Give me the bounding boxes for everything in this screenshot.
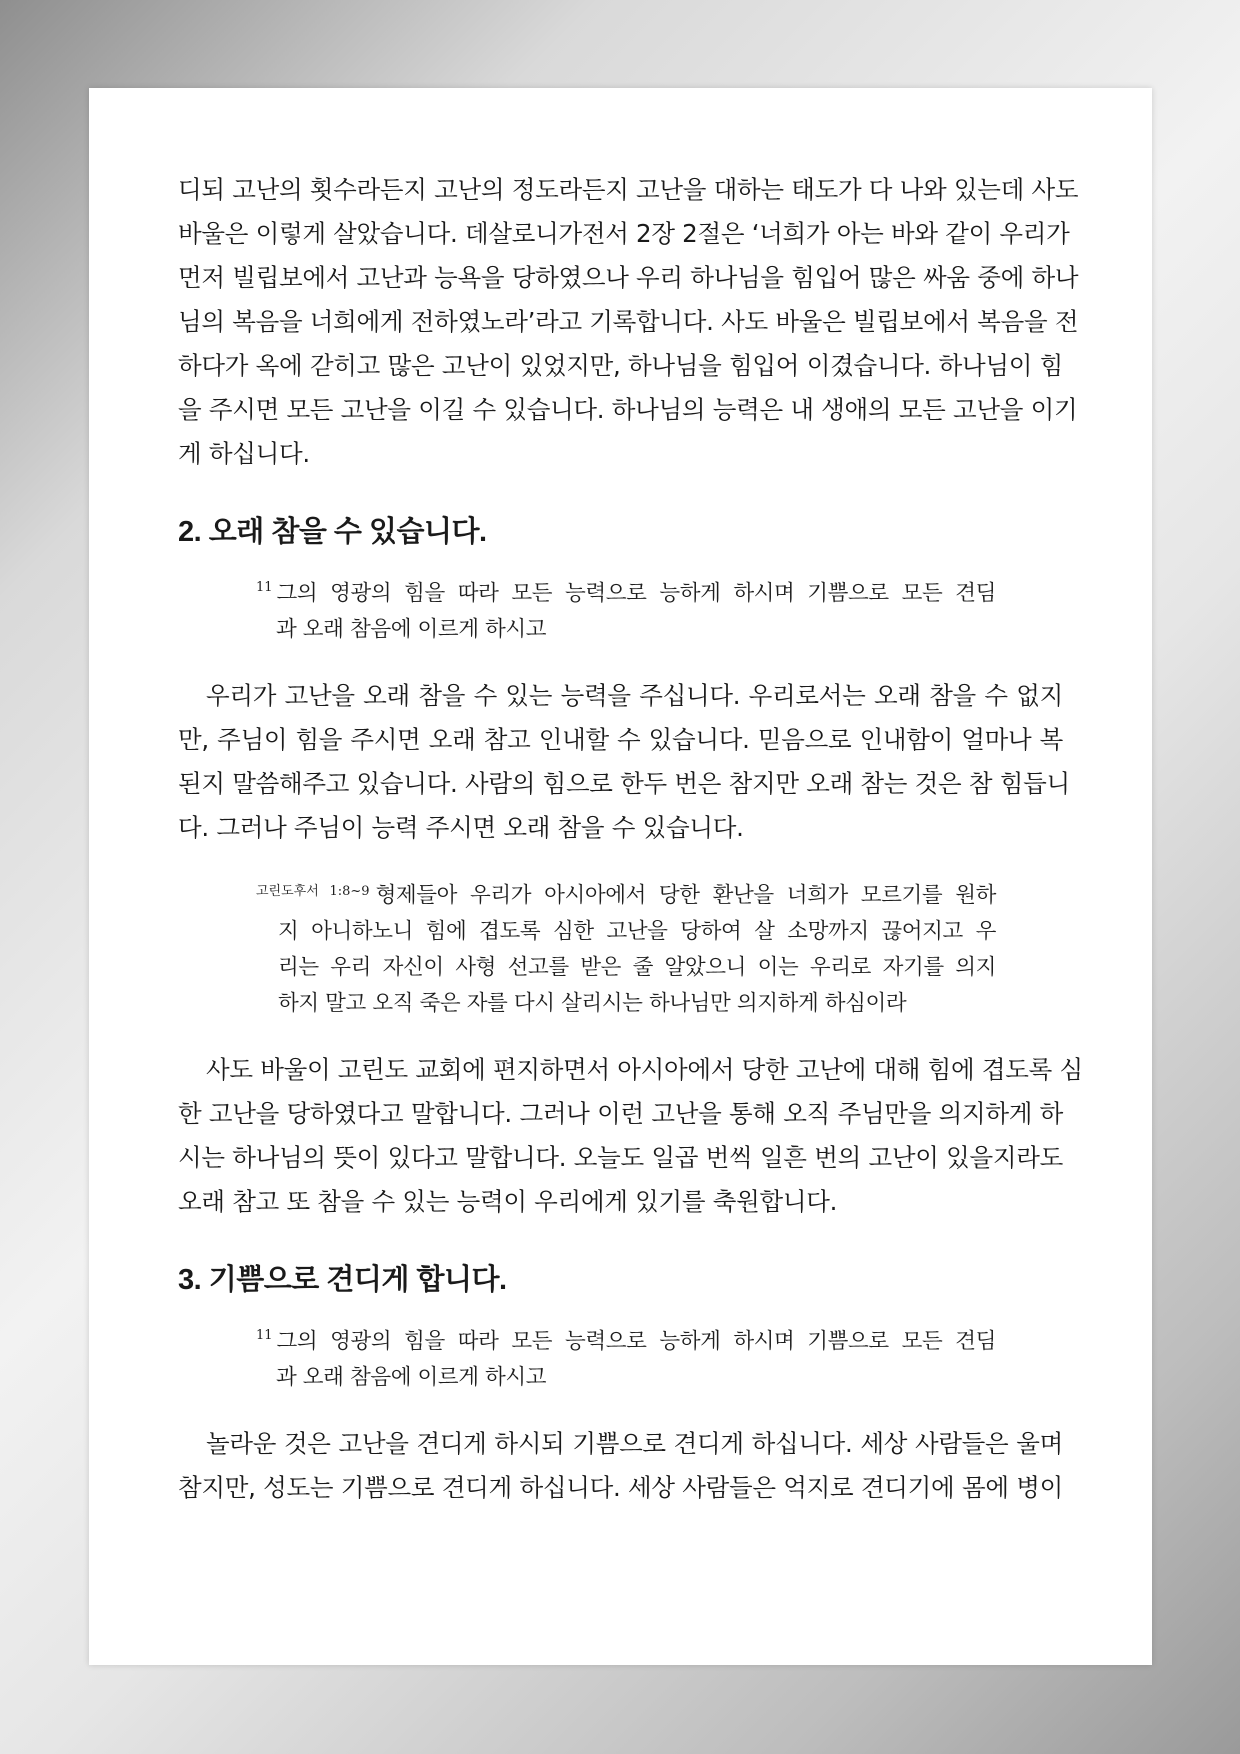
text-line: 디되 고난의 횟수라든지 고난의 정도라든지 고난을 대하는 태도가 다 나와 있는데 사도	[178, 175, 1079, 204]
quote-text: 그의 영광의 힘을 따라 모든 능력으로 능하게 하시며 기쁨으로 모든 견딤	[276, 581, 996, 606]
text-line: 오래 참고 또 참을 수 있는 능력이 우리에게 있기를 축원합니다.	[178, 1187, 838, 1216]
quote-line: 하지 말고 오직 죽은 자를 다시 살리시는 하나님만 의지하게 하심이라	[278, 991, 907, 1016]
scripture-quote	[256, 1318, 996, 1396]
section-heading-2: 2. 오래 참을 수 있습니다.	[178, 516, 487, 548]
text-line: 우리가 고난을 오래 참을 수 있는 능력을 주십니다. 우리로서는 오래 참을 수 없지	[206, 681, 1063, 710]
text-line: 시는 하나님의 뜻이 있다고 말합니다. 오늘도 일곱 번씩 일흔 번의 고난이 있을지라도	[178, 1143, 1063, 1172]
text-line: 만, 주님이 힘을 주시면 오래 참고 인내할 수 있습니다. 믿음으로 인내함이 얼마나 복	[178, 725, 1063, 754]
paragraph-body	[178, 1422, 1063, 1510]
text-line: 게 하십니다.	[178, 439, 310, 468]
quote-line: 과 오래 참음에 이르게 하시고	[276, 1365, 547, 1390]
scripture-quote	[256, 570, 996, 648]
text-line: 다. 그러나 주님이 능력 주시면 오래 참을 수 있습니다.	[178, 813, 744, 842]
quote-line	[256, 570, 996, 612]
page-content	[178, 168, 1083, 1510]
text-line: 을 주시면 모든 고난을 이길 수 있습니다. 하나님의 능력은 내 생애의 모든 고난을 이기	[178, 395, 1078, 424]
document-page	[89, 88, 1152, 1665]
quote-text: 형제들아 우리가 아시아에서 당한 환난을 너희가 모르기를 원하	[375, 883, 996, 908]
paragraph-body	[178, 1048, 1083, 1224]
quote-line	[256, 1318, 996, 1360]
text-line: 놀라운 것은 고난을 견디게 하시되 기쁨으로 견디게 하십니다. 세상 사람들은 울며	[206, 1429, 1063, 1458]
verse-number: 11	[256, 580, 273, 595]
text-line: 참지만, 성도는 기쁨으로 견디게 하십니다. 세상 사람들은 억지로 견디기에 몸에 병이	[178, 1473, 1063, 1502]
text-line: 한 고난을 당하였다고 말합니다. 그러나 이런 고난을 통해 오직 주님만을 의지하게 하	[178, 1099, 1063, 1128]
text-line: 바울은 이렇게 살았습니다. 데살로니가전서 2장 2절은 ‘너희가 아는 바와 같이 우리가	[178, 219, 1070, 248]
text-line: 먼저 빌립보에서 고난과 능욕을 당하였으나 우리 하나님을 힘입어 많은 싸움 중에 하나	[178, 263, 1079, 292]
verse-number: 11	[256, 1328, 273, 1343]
quote-line: 과 오래 참음에 이르게 하시고	[276, 617, 547, 642]
scripture-reference: 고린도후서 1:8~9	[256, 884, 370, 899]
text-line: 된지 말씀해주고 있습니다. 사람의 힘으로 한두 번은 참지만 오래 참는 것은 참 힘듭니	[178, 769, 1070, 798]
section-heading-3: 3. 기쁨으로 견디게 합니다.	[178, 1264, 507, 1296]
quote-line: 지 아니하노니 힘에 겹도록 심한 고난을 당하여 살 소망까지 끊어지고 우	[278, 919, 996, 944]
text-line: 사도 바울이 고린도 교회에 편지하면서 아시아에서 당한 고난에 대해 힘에 겹도록 심	[206, 1055, 1083, 1084]
scripture-quote	[256, 874, 996, 1022]
quote-text: 그의 영광의 힘을 따라 모든 능력으로 능하게 하시며 기쁨으로 모든 견딤	[276, 1329, 996, 1354]
paragraph-intro	[178, 168, 1079, 476]
paragraph-body	[178, 674, 1070, 850]
quote-line: 리는 우리 자신이 사형 선고를 받은 줄 알았으니 이는 우리로 자기를 의지	[278, 955, 996, 980]
text-line: 하다가 옥에 갇히고 많은 고난이 있었지만, 하나님을 힘입어 이겼습니다. 하나님이 힘	[178, 351, 1063, 380]
quote-line	[256, 874, 996, 914]
text-line: 님의 복음을 너희에게 전하였노라’라고 기록합니다. 사도 바울은 빌립보에서 복음을 전	[178, 307, 1079, 336]
